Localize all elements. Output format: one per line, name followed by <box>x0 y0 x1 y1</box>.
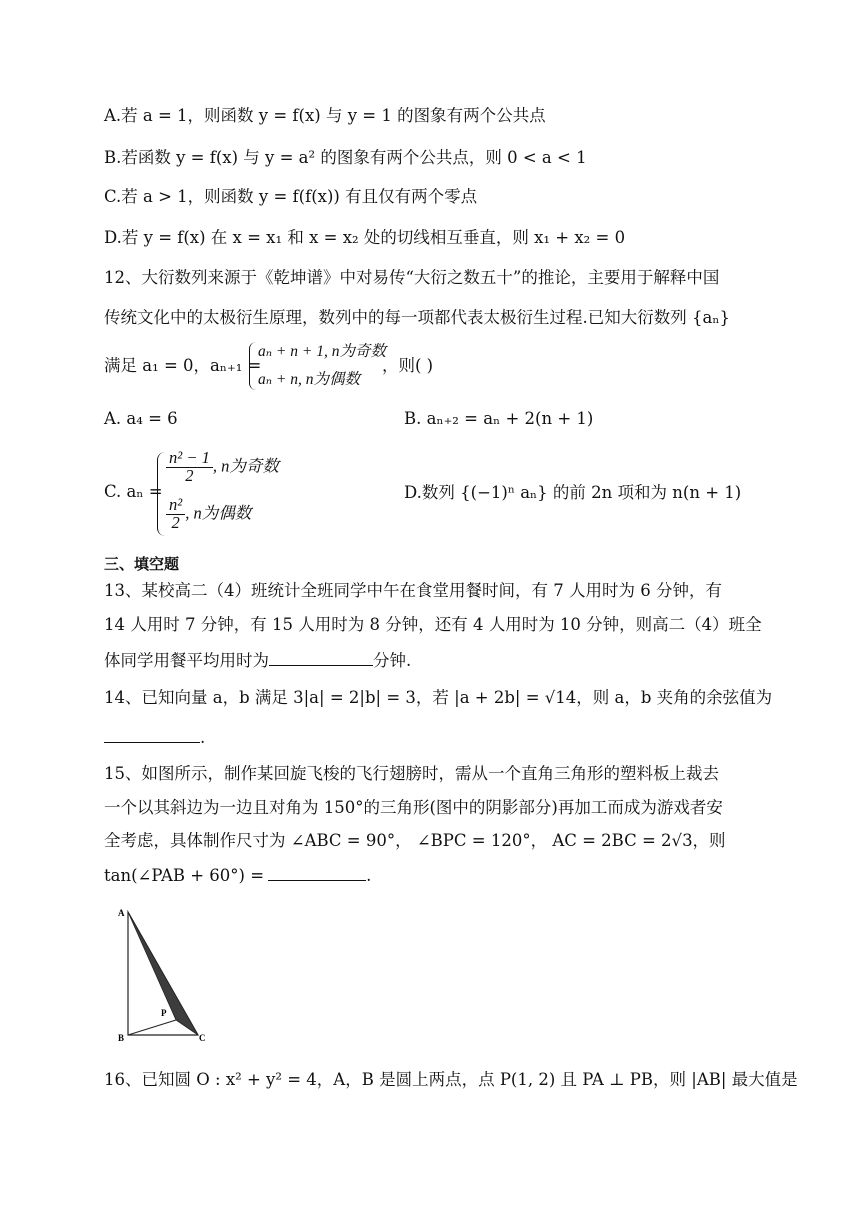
answer-blank-14 <box>104 728 200 743</box>
option-11-a: A.若 a = 1，则函数 y = f(x) 与 y = 1 的图象有两个公共点 <box>104 106 546 125</box>
question-15-line-1: 15、如图所示，制作某回旋飞梭的飞行翅膀时，需从一个直角三角形的塑料板上裁去 <box>104 764 719 783</box>
question-13-line-3-prefix: 体同学用餐平均用时为 <box>104 651 269 670</box>
option-11-b: B.若函数 y = f(x) 与 y = a² 的图象有两个公共点，则 0 < a < 1 <box>104 148 587 167</box>
piecewise-case-odd: aₙ + n + 1, n为奇数 <box>258 343 386 360</box>
option-12-c-brace <box>157 452 165 536</box>
answer-blank-15 <box>268 866 366 881</box>
question-14-line-2 <box>104 728 205 747</box>
question-15-line-4-prefix: tan(∠PAB + 60°) = <box>104 866 265 885</box>
option-11-d: D.若 y = f(x) 在 x = x₁ 和 x = x₂ 处的切线相互垂直，则 x₁ + x₂ = 0 <box>104 228 626 247</box>
option-12-a: A. a₄ = 6 <box>104 409 178 428</box>
odd-case-condition: , n为奇数 <box>212 456 279 476</box>
question-13-line-2: 14 人用时 7 分钟，有 15 人用时为 8 分钟，还有 4 人用时为 10 分钟，则高二（4）班全 <box>104 615 762 634</box>
question-12-line-2: 传统文化中的太极衍生原理，数列中的每一项都代表太极衍生过程.已知大衍数列 {aₙ} <box>104 308 730 327</box>
question-12-condition-prefix: 满足 a₁ = 0，aₙ₊₁ = <box>104 356 262 375</box>
option-12-d: D.数列 {(−1)ⁿ aₙ} 的前 2n 项和为 n(n + 1) <box>404 483 742 502</box>
question-15-line-4 <box>104 866 371 885</box>
segment-bp <box>128 1020 176 1035</box>
question-15-line-2: 一个以其斜边为一边且对角为 150°的三角形(图中的阴影部分)再加工而成为游戏者安 <box>104 798 723 817</box>
question-13-line-3 <box>104 651 411 670</box>
option-12-b: B. aₙ₊₂ = aₙ + 2(n + 1) <box>404 409 594 428</box>
question-16-line-1: 16、已知圆 O : x² + y² = 4，A，B 是圆上两点，点 P(1, 2) 且 PA ⊥ PB，则 |AB| 最大值是 <box>104 1070 798 1089</box>
question-13-line-1: 13、某校高二（4）班统计全班同学中午在食堂用餐时间，有 7 人用时为 6 分钟，有 <box>104 581 722 600</box>
even-case-denominator: 2 <box>171 512 180 532</box>
option-12-c-odd-case <box>166 450 279 484</box>
even-case-condition: , n为偶数 <box>185 503 252 523</box>
odd-case-denominator: 2 <box>185 465 194 485</box>
section-heading-fill-in: 三、填空题 <box>104 555 180 573</box>
label-a: A <box>118 908 125 918</box>
question-14-line-1: 14、已知向量 a，b 满足 3|a| = 2|b| = 3，若 |a + 2b| = √14，则 a，b 夹角的余弦值为 <box>104 688 773 707</box>
option-12-c-prefix: C. aₙ = <box>104 482 163 501</box>
question-15-line-3: 全考虑，具体制作尺寸为 ∠ABC = 90°， ∠BPC = 120°， AC = 2BC = 2√3，则 <box>104 831 726 850</box>
question-15-line-4-suffix: . <box>366 866 372 885</box>
even-case-numerator: n² <box>166 497 185 515</box>
triangle-figure <box>100 900 220 1050</box>
option-12-c-even-case <box>166 497 251 531</box>
option-11-c: C.若 a > 1，则函数 y = f(f(x)) 有且仅有两个零点 <box>104 187 478 206</box>
piecewise-case-even: aₙ + n, n为偶数 <box>258 371 360 388</box>
question-13-line-3-suffix: 分钟. <box>373 651 412 670</box>
question-12-condition-suffix: ，则( ) <box>382 356 434 375</box>
odd-case-numerator: n² − 1 <box>166 450 213 468</box>
question-12-line-1: 12、大衍数列来源于《乾坤谱》中对易传“大衍之数五十”的推论，主要用于解释中国 <box>104 268 720 287</box>
answer-blank-13 <box>269 651 373 666</box>
question-14-line-2-suffix: . <box>200 728 206 747</box>
piecewise-brace <box>249 342 256 390</box>
label-c: C <box>199 1033 206 1043</box>
label-b: B <box>118 1033 125 1043</box>
label-p: P <box>161 1008 167 1018</box>
